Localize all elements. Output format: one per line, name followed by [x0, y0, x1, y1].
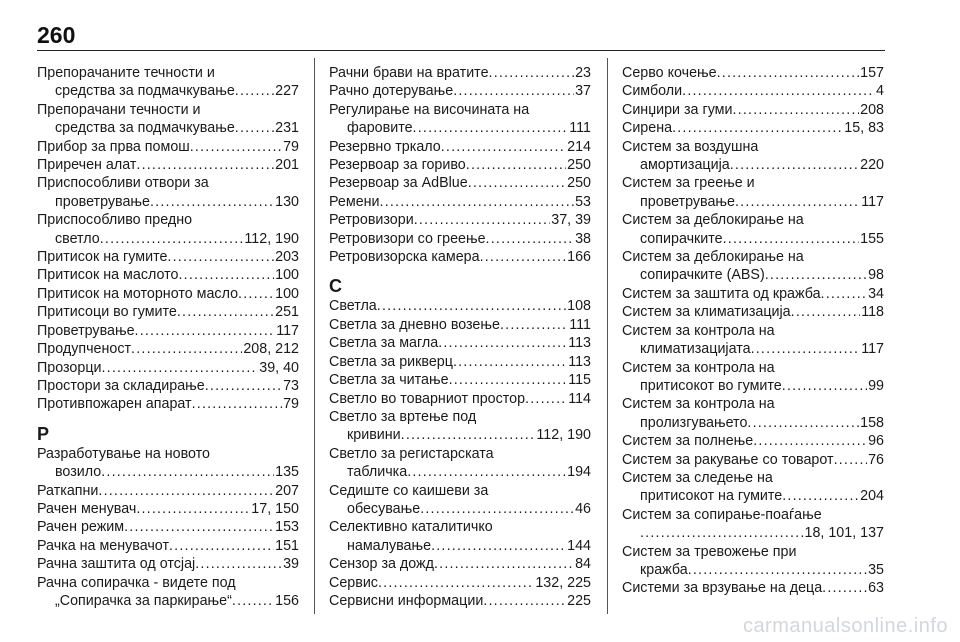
- index-term: Светло за вртење под: [329, 408, 477, 425]
- index-entry: [329, 518, 591, 555]
- page-reference: 111: [569, 316, 591, 333]
- index-term: Систем за полнење: [622, 433, 754, 450]
- index-entry: [329, 193, 591, 211]
- dot-leader: [380, 193, 575, 211]
- index-entry: [37, 64, 299, 101]
- index-entry: [622, 119, 884, 137]
- index-term: „Сопирачка за паркирање“: [55, 592, 232, 609]
- index-term: фаровите: [347, 120, 413, 137]
- page-number: 260: [37, 22, 76, 48]
- dot-leader: [525, 390, 567, 408]
- dot-leader: [434, 555, 574, 573]
- index-term: Разработување на новото: [37, 445, 210, 462]
- dot-leader: [378, 574, 534, 592]
- dot-leader: [765, 266, 867, 284]
- page-reference: 117: [861, 193, 884, 210]
- index-entry: [622, 469, 884, 506]
- index-term: Светло за регистарската: [329, 445, 494, 462]
- index-term: Светла за дневно возење: [329, 316, 500, 333]
- index-entry: [37, 303, 299, 321]
- index-term: Систем за следење на: [622, 469, 773, 486]
- index-entry: [37, 555, 299, 573]
- dot-leader: [98, 482, 274, 500]
- page-reference: 115: [568, 372, 591, 389]
- page-reference: 214: [567, 138, 591, 155]
- index-entry: [622, 285, 884, 303]
- dot-leader: [377, 297, 566, 315]
- index-entry: [37, 482, 299, 500]
- dot-leader: [489, 64, 575, 82]
- index-term: кривини: [347, 427, 401, 444]
- index-term: Резервоар за AdBlue: [329, 175, 468, 192]
- page-reference: 153: [275, 519, 299, 536]
- index-term: Рачен менувач: [37, 500, 137, 517]
- index-term: Сервисни информации: [329, 592, 484, 609]
- index-term: Светло во товарниот простор: [329, 390, 526, 407]
- index-term: Светла за читање: [329, 372, 449, 389]
- index-term: Систем за ракување со товарот: [622, 451, 834, 468]
- dot-leader: [782, 487, 859, 505]
- index-term: Притисок на моторното масло: [37, 285, 239, 302]
- index-term: Систем за контрола на: [622, 359, 775, 376]
- page-reference: 201: [275, 157, 299, 174]
- dot-leader: [453, 353, 567, 371]
- index-term: притисокот на гумите: [640, 488, 783, 505]
- index-entry: [622, 543, 884, 580]
- index-term: обесување: [347, 500, 421, 517]
- index-entry: [329, 297, 591, 315]
- dot-leader: [672, 119, 843, 137]
- page-reference: 157: [860, 65, 884, 81]
- dot-leader: [431, 537, 566, 555]
- index-term: табличка: [347, 464, 408, 481]
- dot-leader: [205, 377, 282, 395]
- index-term: Приречен алат: [37, 157, 137, 174]
- index-entry: [329, 445, 591, 482]
- index-term: Сервис: [329, 574, 378, 591]
- index-term: Систем за контрола на: [622, 396, 775, 413]
- page-reference: 17, 150: [251, 500, 299, 517]
- page-reference: 100: [275, 267, 299, 284]
- dot-leader: [420, 500, 574, 518]
- page-reference: 250: [567, 175, 591, 192]
- index-term: Препорачаните течности и: [37, 65, 215, 81]
- dot-leader: [102, 359, 259, 377]
- index-entry: [622, 174, 884, 211]
- index-entry: [329, 316, 591, 334]
- dot-leader: [717, 64, 860, 82]
- page-reference: 132, 225: [535, 574, 591, 591]
- page-reference: 225: [567, 592, 591, 609]
- page-reference: 38: [575, 230, 591, 247]
- index-entry: [37, 101, 299, 138]
- index-term: Прибор за прва помош: [37, 138, 190, 155]
- page-reference: 23: [575, 65, 591, 81]
- index-term: Светла за рикверц: [329, 353, 453, 370]
- index-entry: [622, 395, 884, 432]
- index-entry: [37, 395, 299, 413]
- index-term: Ретровизори со греење: [329, 230, 486, 247]
- dot-leader: [688, 561, 867, 579]
- dot-leader: [190, 138, 282, 156]
- index-entry: [622, 303, 884, 321]
- page-reference: 227: [275, 83, 299, 100]
- page-reference: 118: [861, 304, 884, 321]
- dot-leader: [136, 500, 250, 518]
- index-entry: [622, 451, 884, 469]
- index-term: Систем за греење и: [622, 175, 755, 192]
- index-entry: [37, 322, 299, 340]
- index-term: Рачна заштита од отсјај: [37, 556, 196, 573]
- page-reference: 208, 212: [243, 341, 299, 358]
- index-term: средства за подмачкување: [55, 83, 235, 100]
- page-reference: 203: [275, 249, 299, 266]
- index-term: Седиште со каишеви за: [329, 482, 489, 499]
- index-term: Рачка на менувачот: [37, 537, 169, 554]
- page-reference: 207: [275, 482, 299, 499]
- index-term: Систем за контрола на: [622, 322, 775, 339]
- index-entry: [329, 64, 591, 82]
- index-entry: [329, 248, 591, 266]
- index-term: Притисоци во гумите: [37, 304, 177, 321]
- index-entry: [37, 574, 299, 611]
- page-reference: 98: [868, 267, 884, 284]
- index-term: Систем за сопирање-поаѓање: [622, 506, 822, 523]
- dot-leader: [232, 592, 274, 610]
- index-entry: [37, 445, 299, 482]
- index-term: Резервоар за гориво: [329, 157, 466, 174]
- index-term: Систем за тревожење при: [622, 543, 797, 560]
- index-term: Ремени: [329, 193, 380, 210]
- index-entry: [329, 574, 591, 592]
- page-reference: 63: [868, 580, 884, 597]
- index-column-1: [37, 64, 299, 610]
- index-term: Притисок на маслото: [37, 267, 179, 284]
- page-reference: 111: [569, 120, 591, 137]
- page-reference: 251: [275, 304, 299, 321]
- index-term: Рачно дотерување: [329, 83, 454, 100]
- column-divider: [314, 58, 315, 614]
- page-reference: 231: [275, 120, 299, 137]
- page-reference: 76: [868, 451, 884, 468]
- index-entry: [622, 432, 884, 450]
- dot-leader: [730, 156, 859, 174]
- index-entry: [37, 266, 299, 284]
- page-reference: 144: [567, 537, 591, 554]
- index-term: Рачна сопирачка - видете под: [37, 574, 236, 591]
- dot-leader: [466, 156, 566, 174]
- index-term: Простори за складирање: [37, 377, 205, 394]
- index-term: Ретровизорска камера: [329, 249, 480, 266]
- dot-leader: [235, 119, 274, 137]
- dot-leader: [468, 174, 566, 192]
- index-entry: [622, 82, 884, 100]
- index-entry: [329, 138, 591, 156]
- index-entry: [37, 359, 299, 377]
- index-entry: [329, 211, 591, 229]
- index-term: Продупченост: [37, 341, 132, 358]
- index-term: Селективно каталитичко: [329, 519, 493, 536]
- dot-leader: [136, 156, 274, 174]
- dot-leader: [486, 230, 575, 248]
- index-term: Рачни брави на вратите: [329, 65, 489, 81]
- page-reference: 18, 101, 137: [804, 525, 884, 542]
- dot-leader: [791, 303, 861, 321]
- page-reference: 155: [860, 230, 884, 247]
- dot-leader: [192, 395, 283, 413]
- section-letter: Р: [37, 423, 50, 444]
- index-term: Систем за деблокирање на: [622, 249, 804, 266]
- index-entry: [329, 174, 591, 192]
- page-reference: 37, 39: [551, 212, 591, 229]
- index-term: Резервно тркало: [329, 138, 441, 155]
- page-reference: 166: [567, 249, 591, 266]
- page-reference: 250: [567, 157, 591, 174]
- index-entry: [329, 555, 591, 573]
- page-reference: 112, 190: [536, 427, 591, 444]
- page-reference: 117: [861, 341, 884, 358]
- page-reference: 100: [275, 285, 299, 302]
- dot-leader: [500, 316, 568, 334]
- page-reference: 204: [860, 488, 884, 505]
- dot-leader: [483, 592, 566, 610]
- dot-leader: [682, 82, 875, 100]
- page-reference: 84: [575, 556, 591, 573]
- index-entry: [37, 138, 299, 156]
- index-entry: [329, 82, 591, 100]
- dot-leader: [150, 193, 274, 211]
- dot-leader: [438, 334, 567, 352]
- index-term: Систем за деблокирање на: [622, 212, 804, 229]
- page-reference: 114: [568, 390, 591, 407]
- dot-leader: [753, 432, 867, 450]
- index-entry: [329, 482, 591, 519]
- page-reference: 135: [275, 464, 299, 481]
- dot-leader: [167, 248, 274, 266]
- index-entry: [37, 285, 299, 303]
- index-term: Сензор за дожд: [329, 556, 434, 573]
- index-term: пролизгувањето: [640, 414, 748, 431]
- dot-leader: [177, 303, 274, 321]
- dot-leader: [195, 555, 282, 573]
- dot-leader: [449, 371, 568, 389]
- dot-leader: [238, 285, 274, 303]
- dot-leader: [169, 537, 274, 555]
- index-term: Светла за магла: [329, 335, 439, 352]
- dot-leader: [640, 524, 804, 542]
- page-reference: 108: [567, 298, 591, 315]
- page-reference: 73: [283, 377, 299, 394]
- section-letter: С: [329, 276, 342, 297]
- index-entry: [37, 518, 299, 536]
- page-reference: 96: [868, 433, 884, 450]
- page-reference: 117: [276, 322, 299, 339]
- index-term: Сирена: [622, 120, 673, 137]
- dot-leader: [413, 119, 569, 137]
- dot-leader: [723, 230, 860, 248]
- dot-leader: [441, 138, 566, 156]
- page-reference: 112, 190: [244, 230, 299, 247]
- index-entry: [329, 353, 591, 371]
- index-term: Серво кочење: [622, 65, 717, 81]
- index-term: возило: [55, 464, 102, 481]
- index-entry: [37, 537, 299, 555]
- dot-leader: [733, 101, 860, 119]
- index-term: Притисок на гумите: [37, 249, 168, 266]
- page-reference: 4: [876, 83, 884, 100]
- dot-leader: [822, 579, 867, 597]
- index-entry: [37, 500, 299, 518]
- index-column-3: [622, 64, 884, 598]
- index-term: намалување: [347, 537, 432, 554]
- page-reference: 99: [868, 377, 884, 394]
- index-entry: [37, 248, 299, 266]
- dot-leader: [135, 322, 276, 340]
- index-entry: [622, 506, 884, 543]
- page-reference: 113: [568, 353, 591, 370]
- index-entry: [329, 101, 591, 138]
- index-term: проветрување: [55, 193, 150, 210]
- index-entry: [622, 211, 884, 248]
- index-term: Регулирање на височината на: [329, 101, 530, 118]
- index-term: Прозорци: [37, 359, 102, 376]
- index-term: притисокот во гумите: [640, 377, 782, 394]
- index-term: Препорачани течности и: [37, 101, 201, 118]
- page-reference: 53: [575, 193, 591, 210]
- index-entry: [329, 230, 591, 248]
- dot-leader: [480, 248, 567, 266]
- index-term: Приспособливо предно: [37, 212, 193, 229]
- page-reference: 113: [568, 335, 591, 352]
- dot-leader: [453, 82, 574, 100]
- page-reference: 158: [860, 414, 884, 431]
- index-term: Проветрување: [37, 322, 135, 339]
- index-entry: [329, 156, 591, 174]
- index-term: Систем за климатизација: [622, 304, 791, 321]
- index-entry: [622, 248, 884, 285]
- dot-leader: [100, 230, 244, 248]
- index-term: Противпожарен апарат: [37, 396, 192, 413]
- page-reference: 79: [283, 138, 299, 155]
- index-term: Систем за воздушна: [622, 138, 759, 155]
- dot-leader: [414, 211, 551, 229]
- page-reference: 46: [575, 500, 591, 517]
- header-rule: [37, 50, 885, 51]
- index-entry: [37, 340, 299, 358]
- index-term: кражба: [640, 561, 688, 578]
- index-entry: [37, 156, 299, 174]
- page-reference: 34: [868, 285, 884, 302]
- index-term: сопирачките (ABS): [640, 267, 765, 284]
- page-reference: 39: [283, 556, 299, 573]
- watermark: carmanualsonline.info: [742, 615, 948, 637]
- page-reference: 194: [567, 464, 591, 481]
- index-term: проветрување: [640, 193, 735, 210]
- index-term: Раткапни: [37, 482, 99, 499]
- page-reference: 130: [275, 193, 299, 210]
- dot-leader: [235, 82, 274, 100]
- index-column-2: [329, 64, 591, 610]
- index-term: сопирачките: [640, 230, 723, 247]
- dot-leader: [751, 340, 861, 358]
- index-entry: [329, 408, 591, 445]
- page-reference: 220: [860, 157, 884, 174]
- dot-leader: [821, 285, 868, 303]
- page-reference: 37: [575, 83, 591, 100]
- dot-leader: [178, 266, 274, 284]
- index-entry: [622, 359, 884, 396]
- index-entry: [37, 174, 299, 211]
- index-term: Светла: [329, 298, 377, 315]
- dot-leader: [834, 451, 868, 469]
- dot-leader: [131, 340, 242, 358]
- page-reference: 79: [283, 396, 299, 413]
- index-term: Приспособливи отвори за: [37, 175, 209, 192]
- index-entry: [329, 592, 591, 610]
- page-reference: 15, 83: [844, 120, 884, 137]
- page-reference: 208: [860, 101, 884, 118]
- index-entry: [622, 579, 884, 597]
- index-entry: [622, 322, 884, 359]
- index-entry: [37, 211, 299, 248]
- index-entry: [622, 101, 884, 119]
- index-term: Ретровизори: [329, 212, 414, 229]
- index-entry: [329, 371, 591, 389]
- index-term: амортизација: [640, 157, 730, 174]
- page-reference: 35: [868, 561, 884, 578]
- index-entry: [329, 334, 591, 352]
- index-term: Симболи: [622, 83, 683, 100]
- index-term: светло: [55, 230, 100, 247]
- index-term: Системи за врзување на деца: [622, 580, 823, 597]
- dot-leader: [101, 463, 274, 481]
- column-divider: [607, 58, 608, 614]
- index-entry: [622, 64, 884, 82]
- index-term: средства за подмачкување: [55, 120, 235, 137]
- index-entry: [622, 138, 884, 175]
- index-entry: [37, 377, 299, 395]
- dot-leader: [747, 414, 859, 432]
- index-entry: [329, 390, 591, 408]
- page-reference: 156: [275, 592, 299, 609]
- dot-leader: [124, 518, 274, 536]
- index-term: Рачен режим: [37, 519, 125, 536]
- dot-leader: [407, 463, 566, 481]
- dot-leader: [782, 377, 867, 395]
- dot-leader: [401, 426, 536, 444]
- page-reference: 151: [275, 537, 299, 554]
- page-reference: 39, 40: [259, 359, 299, 376]
- dot-leader: [735, 193, 860, 211]
- index-term: Синџири за гуми: [622, 101, 733, 118]
- index-term: климатизацијата: [640, 341, 751, 358]
- index-term: Систем за заштита од кражба: [622, 285, 821, 302]
